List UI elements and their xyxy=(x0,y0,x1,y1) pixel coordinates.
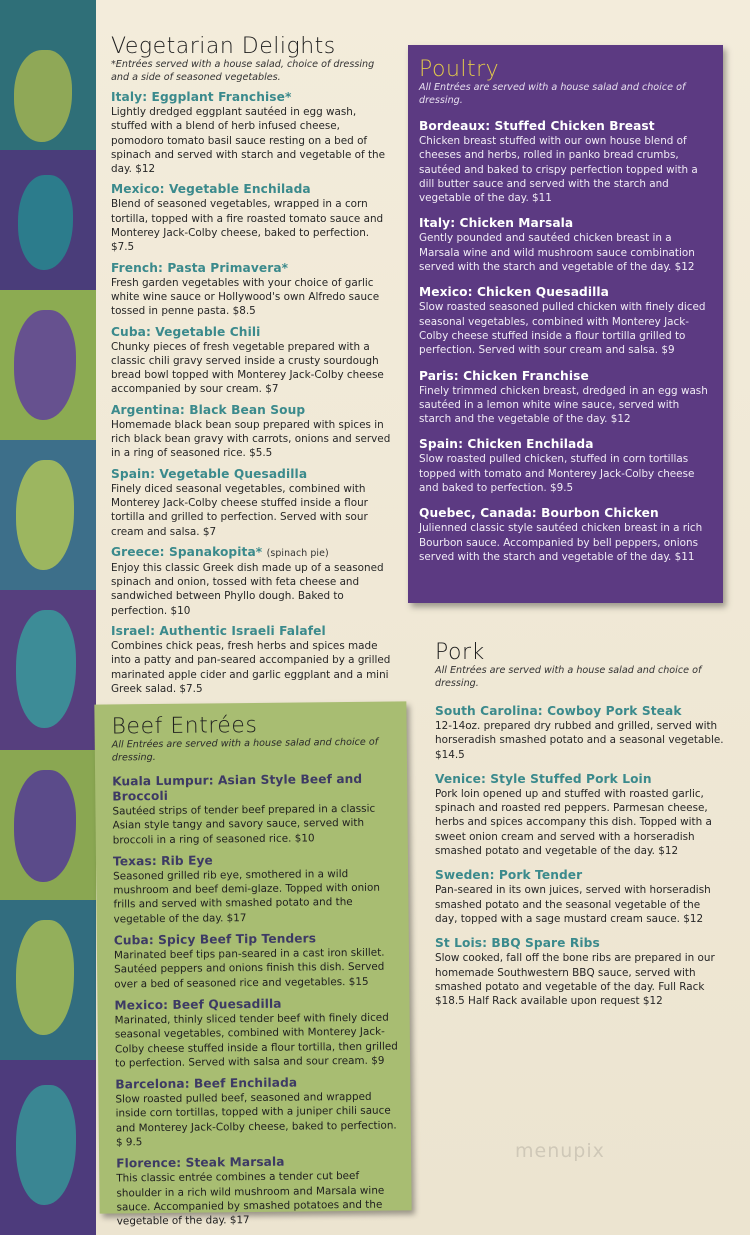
item-description: Marinated beef tips pan-seared in a cast iron skillet. Sautéed peppers and onions finish this dish. Served over a bed of seasoned rice and vegetables. $15 xyxy=(113,946,385,991)
item-name: Kuala Lumpur: Asian Style Beef and Broccoli xyxy=(112,771,363,804)
menu-item xyxy=(111,403,393,461)
item-description: 12-14oz. prepared dry rubbed and grilled, served with horseradish smashed potato and a seasonal vegetable. $14.5 xyxy=(435,720,724,761)
beef-title: Beef Entrées xyxy=(111,712,258,740)
menu-item xyxy=(111,261,393,319)
item-name: Mexico: Vegetable Enchilada xyxy=(111,182,311,197)
menu-item xyxy=(111,182,393,254)
vegetarian-note: *Entrées served with a house salad, choice of dressing and a side of seasoned vegetables. xyxy=(111,59,375,83)
item-description: Homemade black bean soup prepared with spices in rich black bean gravy with carrots, onions and served in a ring of seasoned rice. $5.5 xyxy=(111,418,391,460)
menu-item xyxy=(419,119,713,205)
item-name xyxy=(111,545,393,561)
item-name: Argentina: Black Bean Soup xyxy=(111,402,306,417)
item-name: Mexico: Chicken Quesadilla xyxy=(419,285,609,300)
item-name: South Carolina: Cowboy Pork Steak xyxy=(435,704,682,718)
item-name: Paris: Chicken Franchise xyxy=(419,368,589,383)
vegetarian-section xyxy=(111,34,393,702)
item-name: Quebec, Canada: Bourbon Chicken xyxy=(419,506,659,521)
menu-item xyxy=(114,931,402,992)
pork-section xyxy=(435,640,725,1018)
item-name-extra: (spinach pie) xyxy=(266,547,329,559)
item-name: Israel: Authentic Israeli Falafel xyxy=(111,624,326,639)
item-name: St Lois: BBQ Spare Ribs xyxy=(435,936,600,951)
decorative-mosaic-strip xyxy=(0,0,96,1235)
menu-item xyxy=(419,369,713,427)
menu-item xyxy=(113,851,401,926)
item-name: Cuba: Spicy Beef Tip Tenders xyxy=(113,931,317,948)
item-name: Italy: Chicken Marsala xyxy=(419,216,574,231)
item-name: Bordeaux: Stuffed Chicken Breast xyxy=(419,119,655,133)
item-name: Spain: Chicken Enchilada xyxy=(419,437,594,452)
menu-item xyxy=(111,325,393,397)
item-name: French: Pasta Primavera* xyxy=(111,260,289,275)
poultry-note: All Entrées are served with a house salad and choice of dressing. xyxy=(419,82,686,106)
menu-item xyxy=(111,90,393,176)
item-name: Florence: Steak Marsala xyxy=(116,1155,285,1171)
menu-item xyxy=(111,467,393,539)
pork-title: Pork xyxy=(435,640,485,665)
item-description: Gently pounded and sautéed chicken breast in a Marsala wine and wild mushroom sauce combination served with the starch and vegetable of the day. $12 xyxy=(419,232,695,274)
item-name-text: Greece: Spanakopita* xyxy=(111,544,263,559)
item-description: Slow roasted pulled chicken, stuffed in corn tortillas topped with tomato and Monterey Jack-Colby cheese and baked to perfection. $9.5 xyxy=(419,453,695,495)
menu-item xyxy=(435,868,725,926)
menu-item xyxy=(419,216,713,274)
item-description: Chicken breast stuffed with our own house blend of cheeses and herbs, rolled in panko bread crumbs, sautéed and baked to crispy perfection topped with a dill butter sauce and served with the starch and vegetable of the day. $11 xyxy=(419,135,698,205)
item-name: Spain: Vegetable Quesadilla xyxy=(111,466,308,481)
item-description: Fresh garden vegetables with your choice of garlic white wine sauce or Hollywood's own Alfredo sauce tossed in penne pasta. $8.5 xyxy=(111,276,380,318)
menu-item xyxy=(112,771,400,847)
item-description: This classic entrée combines a tender cut beef shoulder in a rich wild mushroom and Marsala wine sauce. Accompanied by smashed potatoes and the vegetable of the day. $17 xyxy=(116,1170,385,1228)
item-name: Sweden: Pork Tender xyxy=(435,868,583,883)
item-name: Italy: Eggplant Franchise* xyxy=(111,90,292,104)
item-description: Pork loin opened up and stuffed with roasted garlic, spinach and roasted red peppers. Parmesan cheese, herbs and spices accompany this dish. Topped with a sweet onion cream and served with a horseradish smashed potato and vegetable of the day. $12 xyxy=(435,787,712,858)
poultry-title: Poultry xyxy=(419,57,500,82)
menu-item xyxy=(435,704,725,762)
pork-note: All Entrées are served with a house salad and choice of dressing. xyxy=(435,665,702,689)
item-name: Venice: Style Stuffed Pork Loin xyxy=(435,771,652,786)
menu-item xyxy=(116,1154,404,1229)
menu-item xyxy=(435,772,725,858)
item-name: Texas: Rib Eye xyxy=(112,853,213,869)
item-description: Finely trimmed chicken breast, dredged in an egg wash sautéed in a lemon white wine sauce, served with starch and the vegetable of the day. $12 xyxy=(419,384,708,426)
item-description: Chunky pieces of fresh vegetable prepared with a classic chili gravy served inside a crusty sourdough bread bowl topped with Monterey Jack-Colby cheese accompanied by sour cream. $7 xyxy=(111,340,384,396)
item-description: Blend of seasoned vegetables, wrapped in a corn tortilla, topped with a fire roasted tomato sauce and Monterey Jack-Colby cheese, baked to perfection. $7.5 xyxy=(111,198,384,254)
vegetarian-title: Vegetarian Delights xyxy=(111,34,336,59)
item-description: Julienned classic style sautéed chicken breast in a rich Bourbon sauce. Accompanied by bell peppers, onions served with the starch and vegetable of the day. $11 xyxy=(419,522,703,563)
item-description: Marinated, thinly sliced tender beef with finely diced seasonal vegetables, combined with Monterey Jack-Colby cheese stuffed inside a flour tortilla, then grilled to perfection. Served with salsa and sour cream. $9 xyxy=(114,1011,398,1070)
menu-item xyxy=(111,545,393,618)
beef-section xyxy=(94,701,411,1228)
poultry-section xyxy=(408,45,723,603)
item-description: Pan-seared in its own juices, served with horseradish smashed potato and the seasonal vegetable of the day, topped with a sage mustard cream sauce. $12 xyxy=(435,884,711,925)
item-description: Enjoy this classic Greek dish made up of a seasoned spinach and onion, tossed with feta cheese and sandwiched between Phyllo dough. Baked to perfection. $10 xyxy=(111,561,384,617)
item-description: Lightly dredged eggplant sautéed in egg wash, stuffed with a blend of herb infused cheese, pomodoro tomato basil sauce resting on a bed of spinach and served with starch and vegetable of the day. $12 xyxy=(111,106,386,176)
item-name: Barcelona: Beef Enchilada xyxy=(115,1075,298,1092)
watermark-logo: menupix xyxy=(515,1140,605,1162)
item-description: Sautéed strips of tender beef prepared in a classic Asian style tangy and savory sauce, served with broccoli in a ring of seasoned rice. $10 xyxy=(112,802,376,847)
item-description: Slow cooked, fall off the bone ribs are prepared in our homemade Southwestern BBQ sauce, served with smashed potato and vegetable of the day. Full Rack $18.5 Half Rack available upon request $12 xyxy=(435,952,715,1008)
menu-item xyxy=(419,437,713,495)
menu-item xyxy=(419,506,713,564)
item-name: Mexico: Beef Quesadilla xyxy=(114,996,282,1013)
menu-item xyxy=(111,624,393,696)
beef-note: All Entrées are served with a house salad and choice of dressing. xyxy=(111,736,379,763)
menu-item xyxy=(115,1075,403,1150)
item-description: Seasoned grilled rib eye, smothered in a wild mushroom and beef demi-glaze. Topped with onion frills and served with smashed potato and the vegetable of the day. $17 xyxy=(113,867,381,926)
item-description: Combines chick peas, fresh herbs and spices made into a patty and pan-seared accompanied by a grilled marinated apple cider and garlic eggplant and a mini Greek salad. $7.5 xyxy=(111,640,391,695)
item-name: Cuba: Vegetable Chili xyxy=(111,324,261,339)
item-description: Finely diced seasonal vegetables, combined with Monterey Jack-Colby cheese stuffed inside a flour tortilla and grilled to perfection. Served with sour cream and salsa. $7 xyxy=(111,482,368,538)
menu-item xyxy=(114,995,402,1070)
menu-item xyxy=(419,285,713,357)
menu-item xyxy=(435,936,725,1008)
item-description: Slow roasted pulled beef, seasoned and wrapped inside corn tortillas, topped with a juniper chili sauce and Monterey Jack-Colby cheese, baked to perfection. $ 9.5 xyxy=(115,1090,397,1149)
item-description: Slow roasted seasoned pulled chicken with finely diced seasonal vegetables, combined with Monterey Jack- Colby cheese stuffed inside a flour tortilla grilled to perfection. Served with sour cream and salsa. $9 xyxy=(419,301,706,357)
